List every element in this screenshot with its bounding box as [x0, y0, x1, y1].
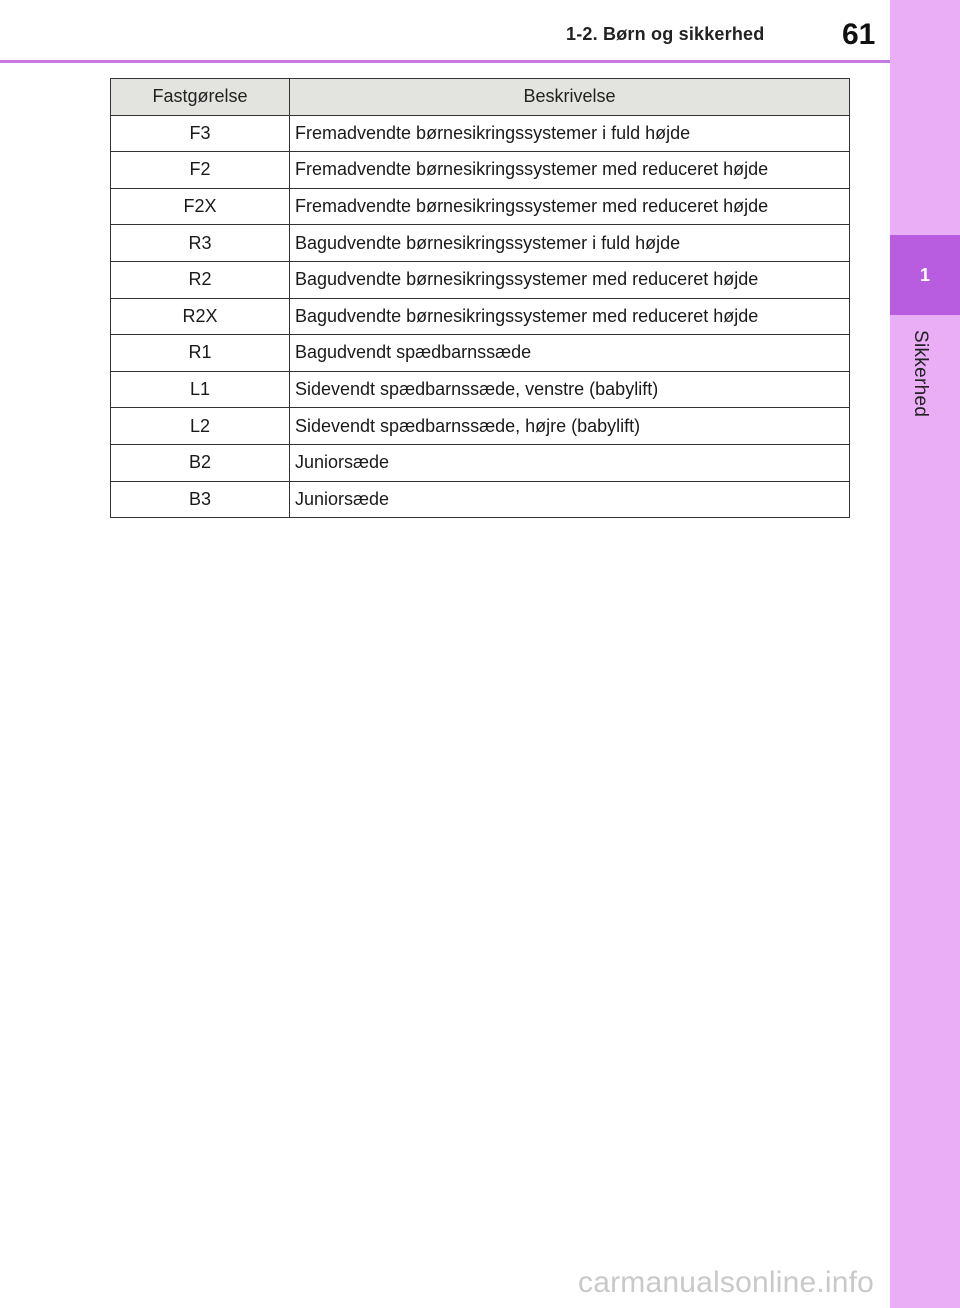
fixture-code: R1: [111, 335, 290, 372]
fixture-code: L2: [111, 408, 290, 445]
fixture-description: Juniorsæde: [290, 444, 850, 481]
table-header-row: [111, 79, 850, 116]
fixture-code: B3: [111, 481, 290, 518]
table-row: [111, 188, 850, 225]
page-number: 61: [842, 18, 876, 51]
fixture-description: Bagudvendte børnesikringssystemer i fuld højde: [290, 225, 850, 262]
chapter-number: 1: [919, 264, 930, 285]
table-row: [111, 298, 850, 335]
fixture-description: Bagudvendte børnesikringssystemer med reduceret højde: [290, 261, 850, 298]
table-row: [111, 225, 850, 262]
fixture-description: Juniorsæde: [290, 481, 850, 518]
table-row: [111, 408, 850, 445]
fixture-description: Fremadvendte børnesikringssystemer i fuld højde: [290, 115, 850, 152]
fixture-code: R2X: [111, 298, 290, 335]
fixture-description: Bagudvendt spædbarnssæde: [290, 335, 850, 372]
fixture-code: F2X: [111, 188, 290, 225]
table-row: [111, 115, 850, 152]
chapter-side-strip: [890, 0, 960, 1308]
fixture-description: Fremadvendte børnesikringssystemer med reduceret højde: [290, 188, 850, 225]
header-divider: [0, 60, 890, 63]
table-row: [111, 152, 850, 189]
table-row: [111, 371, 850, 408]
fixture-table: [110, 78, 850, 518]
watermark: carmanualsonline.info: [578, 1266, 875, 1299]
fixture-code: R3: [111, 225, 290, 262]
column-header-fastgorelse: Fastgørelse: [111, 79, 290, 116]
column-header-beskrivelse: Beskrivelse: [290, 79, 850, 116]
fixture-code: L1: [111, 371, 290, 408]
fixture-code: F2: [111, 152, 290, 189]
fixture-description: Sidevendt spædbarnssæde, højre (babylift): [290, 408, 850, 445]
chapter-tab[interactable]: [890, 235, 960, 315]
table-row: [111, 444, 850, 481]
fixture-code: R2: [111, 261, 290, 298]
chapter-label: Sikkerhed: [910, 330, 931, 418]
fixture-code: B2: [111, 444, 290, 481]
fixture-code: F3: [111, 115, 290, 152]
table-row: [111, 261, 850, 298]
fixture-description: Fremadvendte børnesikringssystemer med reduceret højde: [290, 152, 850, 189]
section-title: 1-2. Børn og sikkerhed: [566, 24, 765, 44]
table-row: [111, 335, 850, 372]
fixture-description: Sidevendt spædbarnssæde, venstre (babylift): [290, 371, 850, 408]
table-row: [111, 481, 850, 518]
fixture-description: Bagudvendte børnesikringssystemer med reduceret højde: [290, 298, 850, 335]
